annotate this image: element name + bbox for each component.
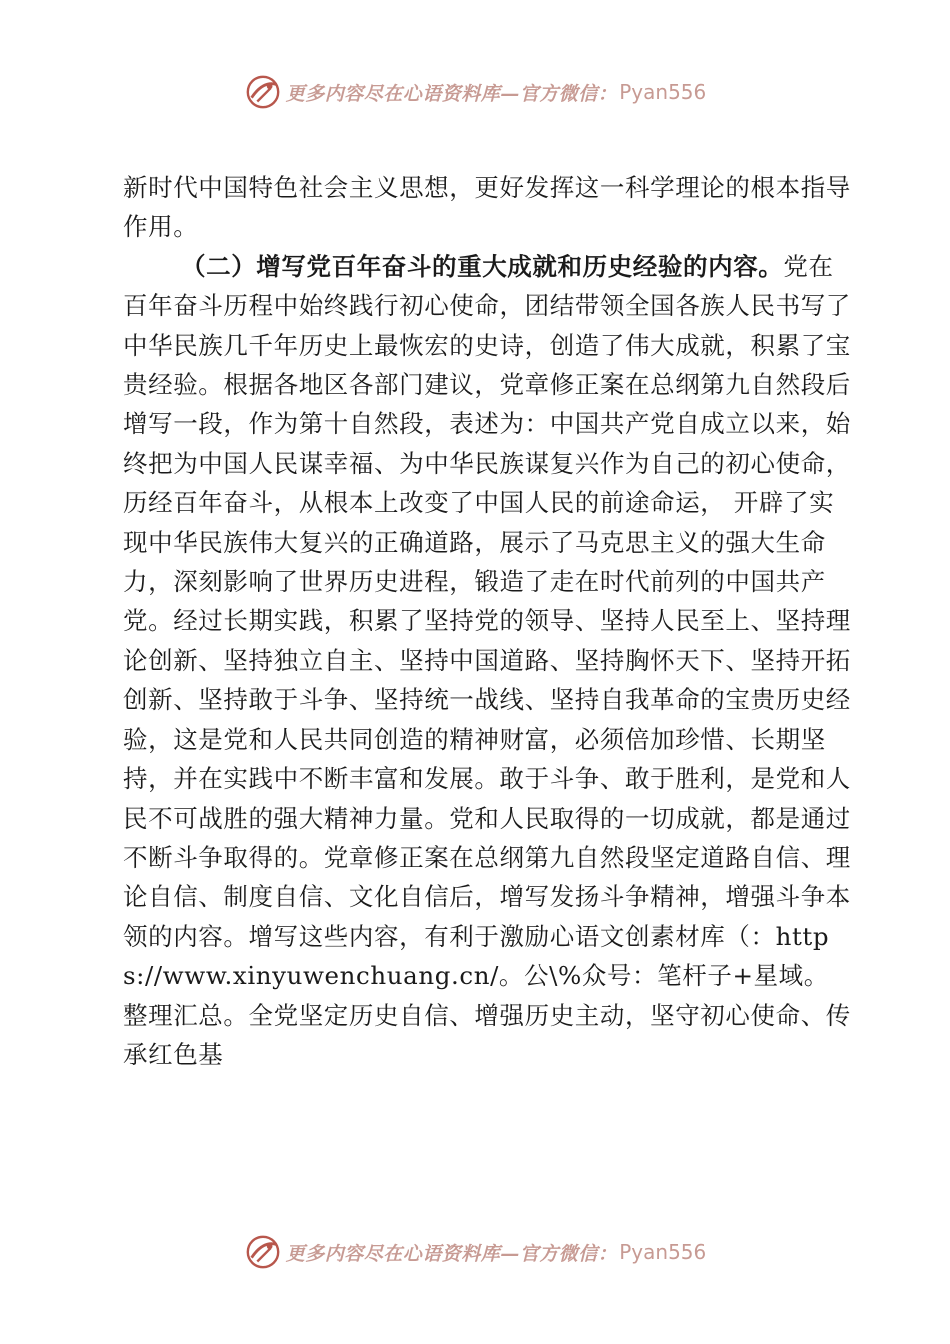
- footer-wechat-id: Pyan556: [619, 1240, 707, 1264]
- document-body: [123, 168, 853, 1074]
- paragraph-1: 新时代中国特色社会主义思想，更好发挥这一科学理论的根本指导作用。: [123, 173, 851, 242]
- paragraph-2: [123, 247, 853, 1075]
- header-banner-text: 更多内容尽在心语资料库—官方微信：: [285, 82, 618, 105]
- section-heading: （二）增写党百年奋斗的重大成就和历史经验的内容。: [181, 251, 784, 281]
- library-logo-icon: [244, 1233, 282, 1271]
- paragraph-2-text: 党在百年奋斗历程中始终践行初心使命，团结带领全国各族人民书写了中华民族几千年历史上最恢宏的史诗，创造了伟大成就，积累了宝贵经验。根据各地区各部门建议，党章修正案在总纲第九自然段后增写一段，作为第十自然段，表述为：中国共产党自成立以来，始终把为中国人民谋幸福、为中华民族谋复兴作为自己的初心使命，历经百年奋斗，从根本上改变了中国人民的前途命运， 开辟了实现中华民族伟大复兴的正确道路，展示了马克思主义的强大生命力，深刻影响了世界历史进程，锻造了走在时代前列的中国共产党。经过长期实践，积累了坚持党的领导、坚持人民至上、坚持理论创新、坚持独立自主、坚持中国道路、坚持胸怀天下、坚持开拓创新、坚持敢于斗争、坚持统一战线、坚持自我革命的宝贵历史经验，这是党和人民共同创造的精神财富，必须倍加珍惜、长期坚持，并在实践中不断丰富和发展。敢于斗争、敢于胜利，是党和人民不可战胜的强大精神力量。党和人民取得的一切成就，都是通过不断斗争取得的。党章修正案在总纲第九自然段坚定道路自信、理论自信、制度自信、文化自信后，增写发扬斗争精神，增强斗争本领的内容。增写这些内容，有利于激励心语文创素材库（：https://www.xinyuwenchuang.cn/。公\%众号：笔杆子+星域。整理汇总。全党坚定历史自信、增强历史主动，坚守初心使命、传承红色基: [123, 251, 851, 1069]
- header-banner: [0, 72, 950, 112]
- footer-banner-text: 更多内容尽在心语资料库—官方微信：: [285, 1242, 618, 1265]
- footer-banner: [0, 1232, 950, 1272]
- header-wechat-id: Pyan556: [619, 80, 707, 104]
- library-logo-icon: [244, 73, 282, 111]
